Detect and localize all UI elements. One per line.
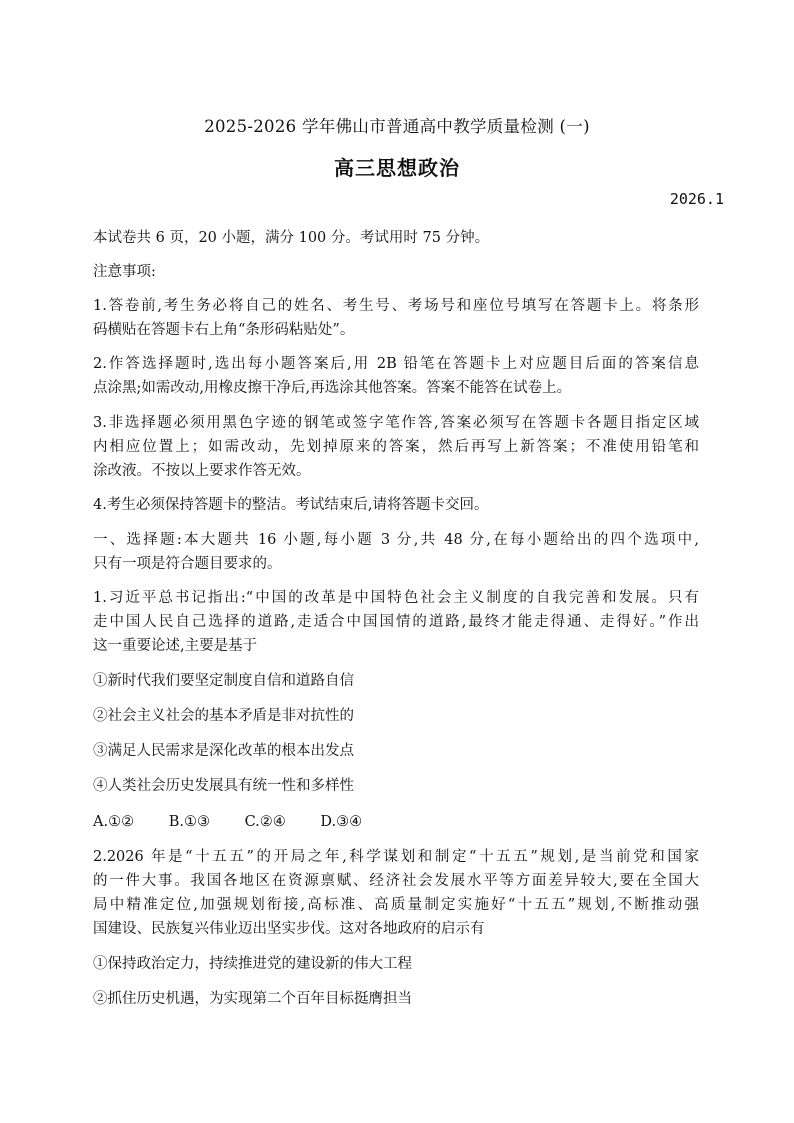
subject-title: 高三思想政治 [334, 156, 460, 180]
notice-3-line: 3.非选择题必须用黑色字迹的钢笔或签字笔作答,答案必须写在答题卡各题目指定区域 [93, 415, 699, 431]
notice-3-line: 内相应位置上；如需改动，先划掉原来的答案，然后再写上新答案；不准使用铅笔和 [93, 439, 699, 455]
notice-heading: 注意事项: [93, 264, 156, 280]
notice-2-line: 2.作答选择题时,选出每小题答案后,用 2B 铅笔在答题卡上对应题目后面的答案信息 [93, 356, 699, 372]
q2-stem-line: 国建设、民族复兴伟业迈出坚实步伐。这对各地政府的启示有 [93, 921, 485, 937]
intro-line: 本试卷共 6 页，20 小题，满分 100 分。考试用时 75 分钟。 [93, 230, 490, 246]
q1-option-b: B.①③ [168, 814, 210, 830]
q1-item: ①新时代我们要坚定制度自信和道路自信 [93, 673, 354, 689]
notice-3-line: 涂改液。不按以上要求作答无效。 [93, 463, 311, 479]
q2-stem-line: 局中精准定位,加强规划衔接,高标准、高质量制定实施好“十五五”规划,不断推动强 [93, 897, 699, 913]
exam-title: 2025-2026 学年佛山市普通高中教学质量检测 (一) [204, 117, 590, 136]
q1-stem-line: 1.习近平总书记指出:“中国的改革是中国特色社会主义制度的自我完善和发展。只有 [93, 590, 699, 606]
notice-1-line: 码横贴在答题卡右上角“条形码粘贴处”。 [93, 322, 355, 338]
section-heading-line: 只有一项是符合题目要求的。 [93, 556, 282, 572]
q1-options [93, 810, 699, 834]
q2-item: ②抓住历史机遇，为实现第二个百年目标挺膺担当 [93, 991, 412, 1007]
q1-option-c: C.②④ [244, 814, 286, 830]
q2-stem-line: 的一件大事。我国各地区在资源禀赋、经济社会发展水平等方面差异较大,要在全国大 [93, 873, 699, 889]
q1-item: ③满足人民需求是深化改革的根本出发点 [93, 743, 354, 759]
q1-stem-line: 走中国人民自己选择的道路,走适合中国国情的道路,最终才能走得通、走得好。”作出 [93, 614, 699, 630]
notice-4-line: 4.考生必须保持答题卡的整洁。考试结束后,请将答题卡交回。 [93, 497, 489, 513]
q1-stem-line: 这一重要论述,主要是基于 [93, 638, 258, 654]
q2-item: ①保持政治定力，持续推进党的建设新的伟大工程 [93, 956, 412, 972]
q1-option-d: D.③④ [320, 814, 363, 830]
q2-stem-line: 2.2026 年是“十五五”的开局之年,科学谋划和制定“十五五”规划,是当前党和国家 [93, 849, 699, 865]
notice-1-line: 1.答卷前,考生务必将自己的姓名、考生号、考场号和座位号填写在答题卡上。将条形 [93, 298, 699, 314]
q1-option-a: A.①② [93, 814, 135, 830]
q1-item: ④人类社会历史发展具有统一性和多样性 [93, 778, 354, 794]
q1-item: ②社会主义社会的基本矛盾是非对抗性的 [93, 708, 354, 724]
notice-2-line: 点涂黑;如需改动,用橡皮擦干净后,再选涂其他答案。答案不能答在试卷上。 [93, 380, 572, 396]
exam-date: 2026.1 [669, 190, 724, 208]
section-heading-line: 一、选择题:本大题共 16 小题,每小题 3 分,共 48 分,在每小题给出的四个选项中, [93, 532, 699, 548]
